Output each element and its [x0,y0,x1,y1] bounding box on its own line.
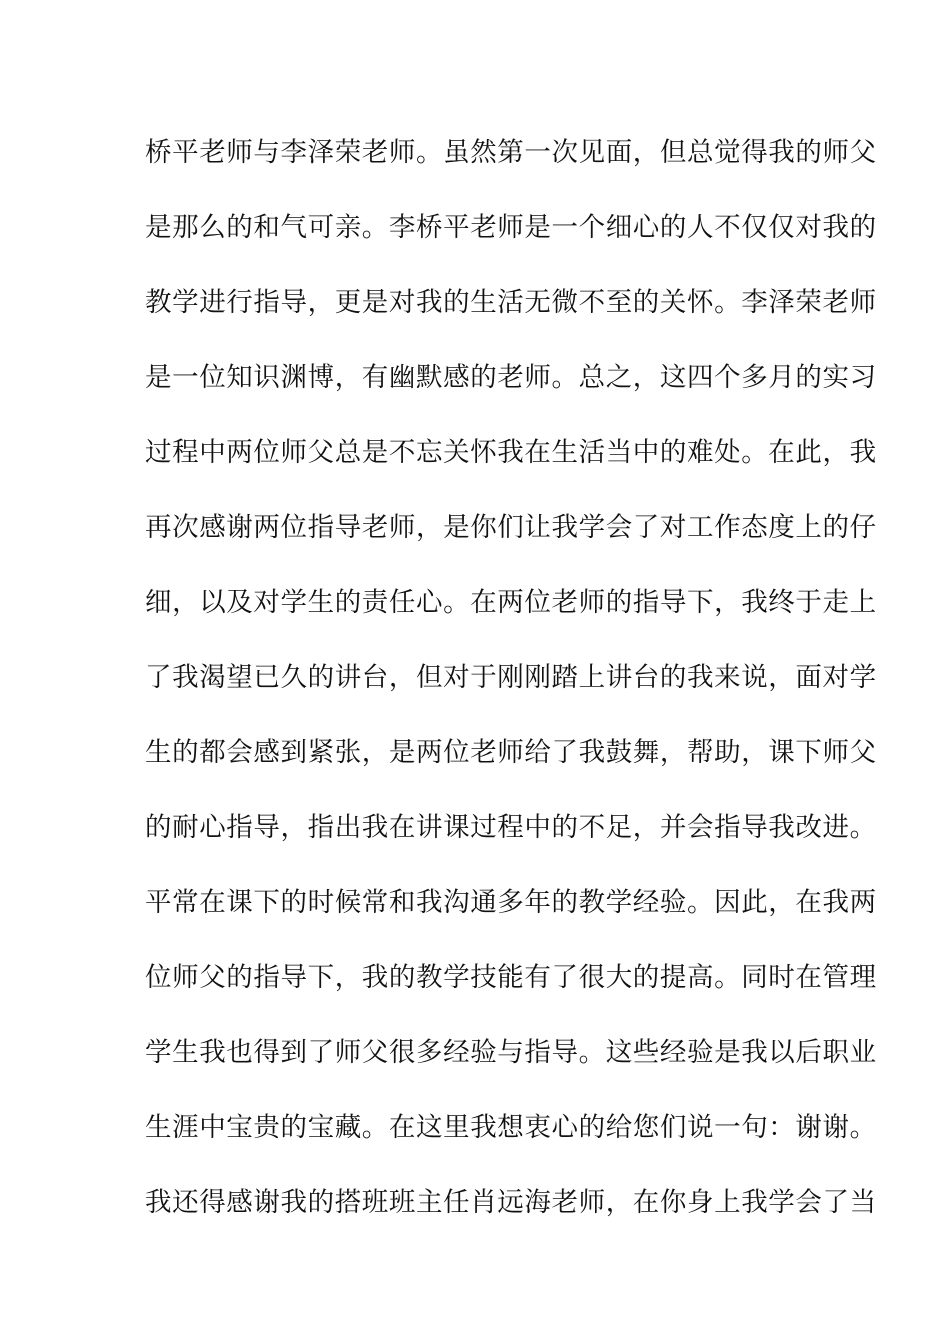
text-line: 是那么的和气可亲。李桥平老师是一个细心的人不仅仅对我的 [145,212,877,243]
text-line: 学生我也得到了师父很多经验与指导。这些经验是我以后职业 [145,1037,877,1068]
text-line: 细，以及对学生的责任心。在两位老师的指导下，我终于走上 [145,587,877,618]
text-line: 过程中两位师父总是不忘关怀我在生活当中的难处。在此，我 [145,437,877,468]
text-line: 生涯中宝贵的宝藏。在这里我想衷心的给您们说一句：谢谢。 [145,1112,877,1143]
text-line: 位师父的指导下，我的教学技能有了很大的提高。同时在管理 [145,962,877,993]
text-line: 生的都会感到紧张，是两位老师给了我鼓舞，帮助，课下师父 [145,737,877,768]
text-line: 桥平老师与李泽荣老师。虽然第一次见面，但总觉得我的师父 [145,137,877,168]
text-line: 的耐心指导，指出我在讲课过程中的不足，并会指导我改进。 [145,812,877,843]
text-line: 是一位知识渊博，有幽默感的老师。总之，这四个多月的实习 [145,362,877,393]
text-line: 再次感谢两位指导老师，是你们让我学会了对工作态度上的仔 [145,512,877,543]
text-line: 教学进行指导，更是对我的生活无微不至的关怀。李泽荣老师 [145,287,877,318]
body-paragraph [145,128,877,1253]
text-line: 了我渴望已久的讲台，但对于刚刚踏上讲台的我来说，面对学 [145,662,877,693]
text-line: 我还得感谢我的搭班班主任肖远海老师，在你身上我学会了当 [145,1187,877,1218]
text-line: 平常在课下的时候常和我沟通多年的教学经验。因此，在我两 [145,887,877,918]
